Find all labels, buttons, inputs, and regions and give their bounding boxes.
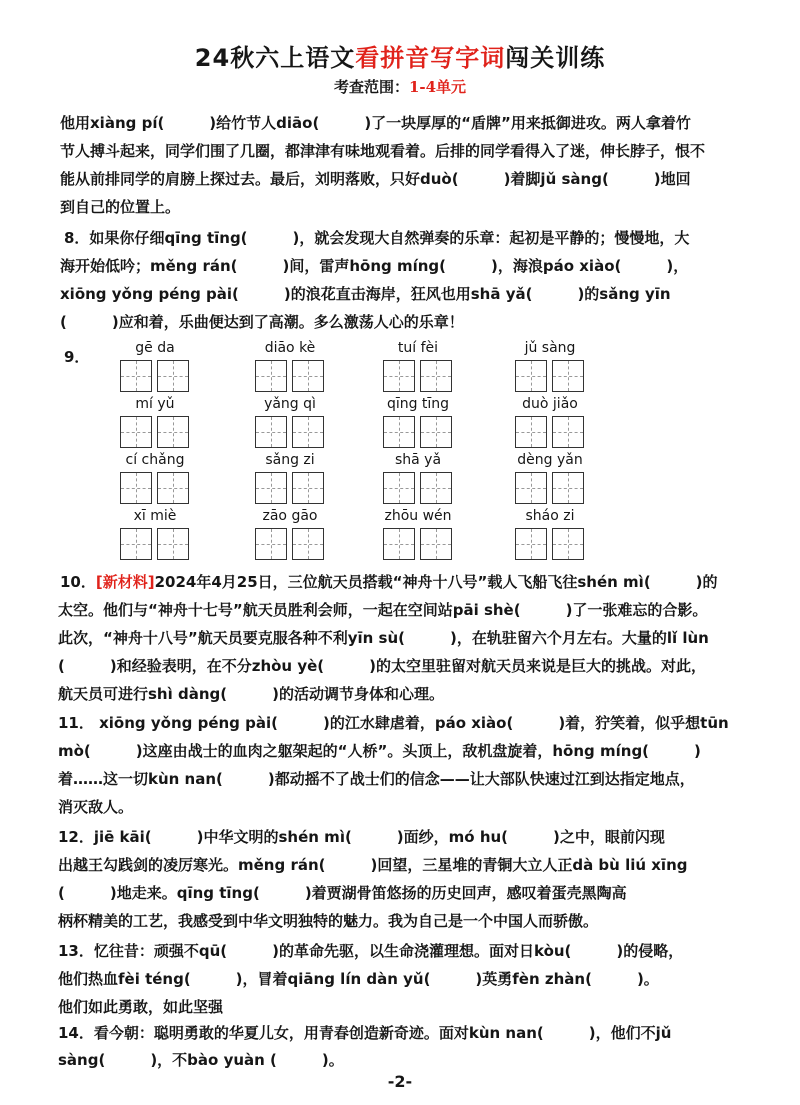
q11-line: 11． xiōng yǒng péng pài( )的江水肆虐着，páo xiào( )着，狞笑着，似乎想tūn	[58, 714, 729, 732]
q12-line: 柄杯精美的工艺，我感受到中华文明独特的魅力。我为自己是一个中国人而骄傲。	[58, 912, 599, 930]
q9-writing-box[interactable]	[255, 472, 287, 504]
q10-line: 太空。他们与“神舟十七号”航天员胜利会师，一起在空间站pāi shè( )了一张难忘的合影。	[58, 601, 708, 619]
q9-writing-box[interactable]	[552, 360, 584, 392]
q9-writing-box[interactable]	[515, 360, 547, 392]
q10-line: ( )和经验表明，在不分zhòu yè( )的太空里驻留对航天员来说是巨大的挑战。对此，	[58, 657, 706, 675]
new-material-tag: [新材料]	[95, 573, 155, 591]
q12-line: 12．jiē kāi( )中华文明的shén mì( )面纱，mó hu( )之中，眼前闪现	[58, 828, 665, 846]
q9-pinyin-label: shā yǎ	[394, 452, 442, 468]
q9-pinyin-label: zhōu wén	[384, 508, 452, 524]
q9-number: 9．	[64, 348, 90, 366]
q12-line: ( )地走来。qīng tīng( )着贾湖骨笛悠扬的历史回声，感叹着蛋壳黑陶高	[58, 884, 627, 902]
exam-scope	[0, 76, 800, 97]
q9-writing-box[interactable]	[515, 528, 547, 560]
q10-line	[60, 572, 718, 592]
q9-pinyin-label: xī miè	[133, 508, 177, 524]
q10-number: 10．	[60, 573, 96, 591]
q9-writing-box[interactable]	[157, 472, 189, 504]
q9-pinyin-label: cí chǎng	[125, 452, 185, 468]
exam-scope-range: 1-4单元	[408, 78, 467, 96]
q9-writing-box[interactable]	[157, 528, 189, 560]
q9-writing-box[interactable]	[552, 416, 584, 448]
q7-line: 节人搏斗起来，同学们围了几圈，都津津有味地观看着。后排的同学看得入了迷，伸长脖子，恨不	[60, 142, 706, 160]
q8-line: xiōng yǒng péng pài( )的浪花直击海岸，狂风也用shā yǎ( )的sǎng yīn	[60, 285, 671, 303]
q9-writing-box[interactable]	[120, 528, 152, 560]
q8-line: ( )应和着，乐曲便达到了高潮。多么激荡人心的乐章！	[60, 313, 464, 331]
q13-line: 他们热血fèi téng( )，冒着qiāng lín dàn yǔ( )英勇fèn zhàn( )。	[58, 970, 659, 988]
q9-writing-box[interactable]	[120, 360, 152, 392]
q9-writing-box[interactable]	[120, 416, 152, 448]
q10-text: 2024年4月25日，三位航天员搭载“神舟十八号”载人飞船飞往shén mì( )的	[154, 573, 718, 591]
q14-line: sàng( )，不bào yuàn ( )。	[58, 1051, 344, 1069]
q9-pinyin-label: diāo kè	[264, 340, 316, 356]
q9-writing-box[interactable]	[255, 360, 287, 392]
q9-pinyin-label: yǎng qì	[264, 396, 316, 412]
q13-line: 他们如此勇敢，如此坚强	[58, 998, 224, 1016]
q9-writing-box[interactable]	[515, 472, 547, 504]
q8-line: 8．如果你仔细qīng tīng( )，就会发现大自然弹奏的乐章：起初是平静的；慢慢地，大	[64, 229, 690, 247]
q9-writing-box[interactable]	[255, 528, 287, 560]
q12-line: 出越王勾践剑的凌厉寒光。měng rán( )回望，三星堆的青铜大立人正dà bù liú xīng	[58, 856, 688, 874]
q9-pinyin-label: dèng yǎn	[517, 452, 583, 468]
q9-writing-box[interactable]	[383, 472, 415, 504]
q9-pinyin-label: mí yǔ	[135, 396, 175, 412]
q9-writing-box[interactable]	[157, 416, 189, 448]
q9-writing-box[interactable]	[420, 472, 452, 504]
q8-line: 海开始低吟；měng rán( )间，雷声hōng míng( )，海浪páo xiào( )，	[60, 257, 689, 275]
q9-pinyin-label: zāo gāo	[262, 508, 318, 524]
q13-line: 13．忆往昔：顽强不qū( )的革命先驱，以生命浇灌理想。面对日kòu( )的侵略，	[58, 942, 684, 960]
q9-writing-box[interactable]	[552, 528, 584, 560]
q7-line: 他用xiàng pí( )给竹节人diāo( )了一块厚厚的“盾牌”用来抵御进攻。两人拿着竹	[60, 114, 691, 132]
q9-writing-box[interactable]	[292, 472, 324, 504]
exam-scope-label: 考查范围：	[333, 78, 409, 96]
q9-pinyin-label: sháo zi	[525, 508, 575, 524]
q9-writing-box[interactable]	[255, 416, 287, 448]
q9-writing-box[interactable]	[292, 416, 324, 448]
q9-writing-box[interactable]	[292, 528, 324, 560]
q10-line: 此次，“神舟十八号”航天员要克服各种不利yīn sù( )，在轨驻留六个月左右。大量的lǐ lùn	[58, 629, 709, 647]
q9-writing-box[interactable]	[157, 360, 189, 392]
q14-line: 14．看今朝：聪明勇敢的华夏儿女，用青春创造新奇迹。面对kùn nan( )，他们不jǔ	[58, 1024, 672, 1042]
q9-writing-box[interactable]	[420, 528, 452, 560]
q11-line: 着……这一切kùn nan( )都动摇不了战士们的信念——让大部队快速过江到达指定地点，	[58, 770, 695, 788]
title-part1: 24秋六上语文	[194, 44, 356, 72]
page-title	[0, 38, 800, 73]
q9-pinyin-label: jǔ sàng	[524, 340, 576, 356]
q9-writing-box[interactable]	[420, 360, 452, 392]
q9-writing-box[interactable]	[383, 528, 415, 560]
q9-writing-box[interactable]	[383, 416, 415, 448]
q9-pinyin-label: qīng tīng	[386, 396, 450, 412]
q11-line: mò( )这座由战士的血肉之躯架起的“人桥”。头顶上，敌机盘旋着，hōng míng( )	[58, 742, 701, 760]
q7-line: 到自己的位置上。	[60, 198, 181, 216]
q9-writing-box[interactable]	[420, 416, 452, 448]
q10-line: 航天员可进行shì dàng( )的活动调节身体和心理。	[58, 685, 444, 703]
q7-line: 能从前排同学的肩膀上探过去。最后，刘明落败，只好duò( )着脚jǔ sàng( )地回	[60, 170, 691, 188]
q9-writing-box[interactable]	[515, 416, 547, 448]
q9-writing-box[interactable]	[292, 360, 324, 392]
q9-writing-box[interactable]	[383, 360, 415, 392]
q9-pinyin-label: duò jiǎo	[522, 396, 578, 412]
q9-pinyin-label: sǎng zi	[265, 452, 315, 468]
q9-writing-box[interactable]	[120, 472, 152, 504]
title-highlight: 看拼音写字词	[355, 44, 506, 72]
q11-line: 消灭敌人。	[58, 798, 134, 816]
q9-pinyin-label: gē da	[135, 340, 175, 356]
title-part2: 闯关训练	[505, 44, 606, 72]
q9-writing-box[interactable]	[552, 472, 584, 504]
q9-pinyin-label: tuí fèi	[397, 340, 439, 356]
page-number: -2-	[387, 1072, 413, 1091]
